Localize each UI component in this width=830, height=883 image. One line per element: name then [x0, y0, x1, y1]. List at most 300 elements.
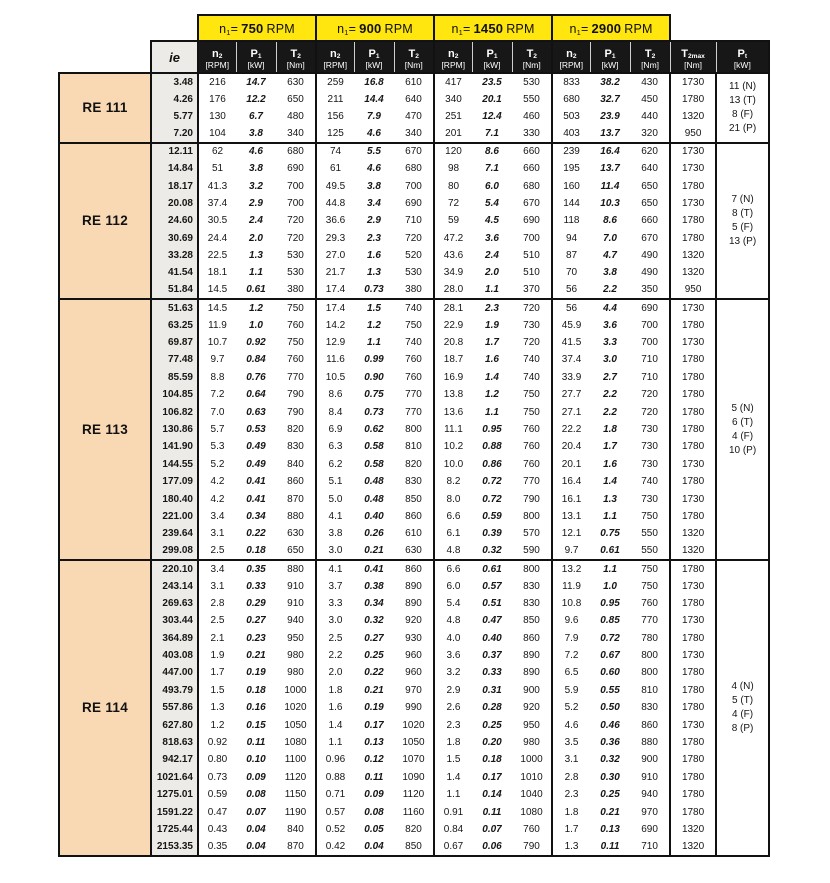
value-cell: 16.4 — [552, 473, 590, 490]
table-row — [59, 560, 769, 577]
table-row — [59, 716, 769, 733]
value-cell: 700 — [512, 230, 552, 247]
value-cell: 2.0 — [316, 664, 354, 681]
value-cell: 790 — [512, 490, 552, 507]
pt-line: 8 (T) — [732, 207, 754, 219]
value-cell: 1120 — [276, 769, 316, 786]
value-cell: 680 — [276, 143, 316, 160]
column-header-t2 — [630, 41, 670, 73]
value-cell: 0.18 — [472, 751, 512, 768]
value-cell: 0.13 — [354, 734, 394, 751]
symbol-subscript: 2 — [415, 53, 419, 61]
ie-cell: 141.90 — [151, 438, 198, 455]
value-cell: 1.2 — [198, 716, 236, 733]
value-cell: 27.0 — [316, 247, 354, 264]
rpm-group-header-1450 — [434, 15, 552, 41]
value-cell: 0.58 — [354, 438, 394, 455]
value-cell: 33.9 — [552, 369, 590, 386]
value-cell: 44.8 — [316, 195, 354, 212]
value-cell: 900 — [630, 751, 670, 768]
value-cell: 0.59 — [472, 508, 512, 525]
value-cell: 0.21 — [236, 647, 276, 664]
value-cell: 3.1 — [198, 525, 236, 542]
value-cell: 0.72 — [472, 490, 512, 507]
column-symbol — [277, 48, 316, 60]
value-cell: 94 — [552, 230, 590, 247]
value-cell: 860 — [630, 716, 670, 733]
value-cell: 0.60 — [590, 664, 630, 681]
value-cell: 16.9 — [434, 369, 472, 386]
ie-cell: 557.86 — [151, 699, 198, 716]
value-cell: 870 — [276, 490, 316, 507]
value-cell: 700 — [276, 177, 316, 194]
value-cell: 0.22 — [236, 525, 276, 542]
value-cell: 1.7 — [198, 664, 236, 681]
value-cell: 216 — [198, 73, 236, 90]
symbol-subscript: 2 — [454, 53, 459, 61]
pt-line: 5 (N) — [731, 402, 754, 414]
symbol-subscript: 2 — [651, 53, 656, 61]
value-cell: 9.7 — [198, 351, 236, 368]
value-cell: 0.29 — [236, 595, 276, 612]
value-cell: 20.1 — [472, 90, 512, 107]
value-cell: 0.57 — [472, 577, 512, 594]
value-cell: 0.33 — [236, 577, 276, 594]
symbol-subscript: 2 — [336, 53, 341, 61]
value-cell: 0.22 — [354, 664, 394, 681]
value-cell: 790 — [276, 386, 316, 403]
value-cell: 14.2 — [316, 316, 354, 333]
value-cell: 14.7 — [236, 73, 276, 90]
value-cell: 3.0 — [316, 612, 354, 629]
value-cell: 800 — [394, 421, 434, 438]
column-symbol — [435, 48, 472, 60]
column-symbol — [237, 48, 276, 60]
value-cell: 0.63 — [236, 403, 276, 420]
value-cell: 780 — [630, 630, 670, 647]
symbol-base: T — [290, 47, 298, 60]
value-cell: 750 — [630, 560, 670, 577]
symbol-base: T — [408, 47, 416, 60]
series-label: RE 111 — [59, 73, 151, 143]
value-cell: 0.04 — [236, 821, 276, 838]
value-cell: 7.0 — [590, 230, 630, 247]
value-cell: 820 — [394, 456, 434, 473]
ie-cell: 14.84 — [151, 160, 198, 177]
value-cell: 1.1 — [316, 734, 354, 751]
value-cell: 830 — [512, 595, 552, 612]
value-cell: 2.3 — [354, 230, 394, 247]
value-cell: 0.15 — [236, 716, 276, 733]
value-cell: 1.2 — [354, 316, 394, 333]
value-cell: 750 — [394, 316, 434, 333]
value-cell: 1.3 — [198, 699, 236, 716]
value-cell: 6.6 — [434, 508, 472, 525]
value-cell: 0.71 — [316, 786, 354, 803]
value-cell: 550 — [630, 525, 670, 542]
value-cell: 2.8 — [198, 595, 236, 612]
value-cell: 41.3 — [198, 177, 236, 194]
value-cell: 840 — [276, 821, 316, 838]
t2max-cell: 1780 — [670, 682, 716, 699]
value-cell: 860 — [394, 560, 434, 577]
table-row — [59, 786, 769, 803]
ie-cell: 106.82 — [151, 403, 198, 420]
table-row — [59, 247, 769, 264]
value-cell: 8.2 — [434, 473, 472, 490]
value-cell: 840 — [276, 456, 316, 473]
t2max-cell: 1320 — [670, 838, 716, 855]
value-cell: 920 — [394, 612, 434, 629]
value-cell: 8.0 — [434, 490, 472, 507]
t2max-cell: 950 — [670, 125, 716, 142]
value-cell: 13.7 — [590, 160, 630, 177]
value-cell: 700 — [630, 334, 670, 351]
value-cell: 870 — [276, 838, 316, 855]
value-cell: 800 — [630, 647, 670, 664]
value-cell: 14.5 — [198, 299, 236, 316]
value-cell: 16.1 — [552, 490, 590, 507]
value-cell: 1100 — [276, 751, 316, 768]
value-cell: 830 — [394, 473, 434, 490]
value-cell: 0.30 — [590, 769, 630, 786]
pt-line: 4 (N) — [731, 680, 754, 692]
pt-line: 13 (T) — [729, 94, 756, 106]
column-header-p1 — [236, 41, 276, 73]
value-cell: 211 — [316, 90, 354, 107]
value-cell: 760 — [276, 351, 316, 368]
value-cell: 3.0 — [316, 543, 354, 560]
t2max-cell: 1730 — [670, 160, 716, 177]
value-cell: 3.3 — [316, 595, 354, 612]
value-cell: 0.84 — [434, 821, 472, 838]
t2max-cell: 1320 — [670, 543, 716, 560]
value-cell: 49.5 — [316, 177, 354, 194]
table-row — [59, 264, 769, 281]
value-cell: 5.7 — [198, 421, 236, 438]
value-cell: 10.7 — [198, 334, 236, 351]
column-unit: [kW] — [601, 59, 619, 70]
rpm-value: 1450 — [473, 20, 504, 36]
value-cell: 8.8 — [198, 369, 236, 386]
value-cell: 0.18 — [236, 543, 276, 560]
column-header-row — [59, 41, 769, 73]
value-cell: 670 — [512, 195, 552, 212]
t2max-cell: 1730 — [670, 195, 716, 212]
value-cell: 0.88 — [316, 769, 354, 786]
value-cell: 2.2 — [590, 386, 630, 403]
value-cell: 14.4 — [354, 90, 394, 107]
value-cell: 640 — [394, 90, 434, 107]
value-cell: 0.64 — [236, 386, 276, 403]
t2max-cell: 1780 — [670, 90, 716, 107]
value-cell: 1.8 — [434, 734, 472, 751]
column-symbol — [395, 48, 434, 60]
value-cell: 700 — [276, 195, 316, 212]
ie-cell: 130.86 — [151, 421, 198, 438]
value-cell: 690 — [394, 195, 434, 212]
value-cell: 850 — [512, 612, 552, 629]
value-cell: 0.16 — [236, 699, 276, 716]
value-cell: 1.1 — [472, 403, 512, 420]
value-cell: 0.61 — [236, 282, 276, 299]
value-cell: 6.3 — [316, 438, 354, 455]
value-cell: 56 — [552, 299, 590, 316]
value-cell: 0.58 — [354, 456, 394, 473]
value-cell: 2.3 — [552, 786, 590, 803]
value-cell: 10.2 — [434, 438, 472, 455]
value-cell: 5.4 — [434, 595, 472, 612]
value-cell: 0.42 — [316, 838, 354, 855]
table-row — [59, 664, 769, 681]
pt-line: 7 (N) — [731, 193, 754, 205]
value-cell: 0.47 — [472, 612, 512, 629]
column-unit: [Nm] — [404, 59, 423, 70]
value-cell: 0.48 — [354, 490, 394, 507]
t2max-cell: 1320 — [670, 247, 716, 264]
value-cell: 910 — [630, 769, 670, 786]
value-cell: 1.2 — [472, 386, 512, 403]
value-cell: 176 — [198, 90, 236, 107]
value-cell: 6.0 — [472, 177, 512, 194]
t2max-cell: 1780 — [670, 438, 716, 455]
table-row — [59, 403, 769, 420]
pt-line: 6 (T) — [732, 416, 754, 428]
value-cell: 1160 — [394, 803, 434, 820]
series-label: RE 114 — [59, 560, 151, 856]
symbol-subscript: 1 — [493, 53, 498, 61]
rpm-value: 750 — [241, 20, 264, 36]
value-cell: 12.1 — [552, 525, 590, 542]
column-symbol — [473, 48, 512, 60]
value-cell: 340 — [434, 90, 472, 107]
value-cell: 21.7 — [316, 264, 354, 281]
symbol-base: T — [526, 47, 534, 60]
value-cell: 7.2 — [552, 647, 590, 664]
table-row — [59, 230, 769, 247]
value-cell: 1.9 — [198, 647, 236, 664]
value-cell: 880 — [276, 560, 316, 577]
value-cell: 760 — [512, 456, 552, 473]
value-cell: 470 — [394, 108, 434, 125]
value-cell: 810 — [630, 682, 670, 699]
value-cell: 11.4 — [590, 177, 630, 194]
column-unit: [kW] — [247, 59, 265, 70]
value-cell: 2.9 — [236, 195, 276, 212]
value-cell: 740 — [512, 369, 552, 386]
value-cell: 4.7 — [590, 247, 630, 264]
symbol-base: n — [448, 47, 455, 60]
value-cell: 850 — [394, 838, 434, 855]
value-cell: 195 — [552, 160, 590, 177]
value-cell: 10.5 — [316, 369, 354, 386]
t2max-cell: 1730 — [670, 456, 716, 473]
value-cell: 660 — [512, 143, 552, 160]
value-cell: 6.5 — [552, 664, 590, 681]
table-row — [59, 734, 769, 751]
ie-cell: 7.20 — [151, 125, 198, 142]
value-cell: 0.67 — [590, 647, 630, 664]
value-cell: 0.41 — [354, 560, 394, 577]
value-cell: 0.90 — [354, 369, 394, 386]
table-row — [59, 821, 769, 838]
value-cell: 6.2 — [316, 456, 354, 473]
value-cell: 23.9 — [590, 108, 630, 125]
value-cell: 630 — [276, 73, 316, 90]
value-cell: 830 — [512, 577, 552, 594]
value-cell: 750 — [630, 508, 670, 525]
value-cell: 2.9 — [354, 212, 394, 229]
value-cell: 800 — [512, 560, 552, 577]
value-cell: 20.8 — [434, 334, 472, 351]
value-cell: 1.6 — [354, 247, 394, 264]
value-cell: 0.17 — [354, 716, 394, 733]
value-cell: 880 — [276, 508, 316, 525]
rpm-unit: RPM — [624, 21, 653, 36]
value-cell: 5.0 — [316, 490, 354, 507]
value-cell: 1080 — [276, 734, 316, 751]
t2max-cell: 1780 — [670, 386, 716, 403]
value-cell: 13.6 — [434, 403, 472, 420]
value-cell: 0.21 — [590, 803, 630, 820]
value-cell: 1010 — [512, 769, 552, 786]
value-cell: 0.72 — [590, 630, 630, 647]
value-cell: 690 — [512, 212, 552, 229]
ie-cell: 3.48 — [151, 73, 198, 90]
value-cell: 3.5 — [552, 734, 590, 751]
value-cell: 2.2 — [590, 403, 630, 420]
value-cell: 0.04 — [236, 838, 276, 855]
value-cell: 0.49 — [236, 438, 276, 455]
value-cell: 1.7 — [552, 821, 590, 838]
table-row — [59, 473, 769, 490]
value-cell: 0.18 — [236, 682, 276, 699]
value-cell: 680 — [512, 177, 552, 194]
value-cell: 800 — [512, 508, 552, 525]
value-cell: 144 — [552, 195, 590, 212]
value-cell: 0.47 — [198, 803, 236, 820]
value-cell: 910 — [276, 577, 316, 594]
value-cell: 510 — [512, 264, 552, 281]
t2max-cell: 1730 — [670, 143, 716, 160]
value-cell: 0.04 — [354, 838, 394, 855]
value-cell: 1.5 — [198, 682, 236, 699]
value-cell: 760 — [394, 351, 434, 368]
n1-symbol: n — [569, 21, 577, 36]
value-cell: 760 — [630, 595, 670, 612]
t2max-cell: 950 — [670, 282, 716, 299]
value-cell: 0.88 — [472, 438, 512, 455]
value-cell: 0.13 — [590, 821, 630, 838]
t2max-cell: 1320 — [670, 108, 716, 125]
value-cell: 3.4 — [198, 560, 236, 577]
value-cell: 41.5 — [552, 334, 590, 351]
t2max-cell: 1780 — [670, 473, 716, 490]
value-cell: 98 — [434, 160, 472, 177]
table-row — [59, 369, 769, 386]
value-cell: 36.6 — [316, 212, 354, 229]
value-cell: 0.10 — [236, 751, 276, 768]
value-cell: 1.1 — [354, 334, 394, 351]
value-cell: 7.1 — [472, 125, 512, 142]
value-cell: 440 — [630, 108, 670, 125]
value-cell: 160 — [552, 177, 590, 194]
value-cell: 37.4 — [552, 351, 590, 368]
rpm-group-header-750 — [198, 15, 316, 41]
column-header-p1 — [590, 41, 630, 73]
performance-table — [58, 14, 770, 857]
value-cell: 0.75 — [590, 525, 630, 542]
value-cell: 13.1 — [552, 508, 590, 525]
value-cell: 3.2 — [434, 664, 472, 681]
value-cell: 480 — [276, 108, 316, 125]
value-cell: 28.0 — [434, 282, 472, 299]
value-cell: 0.40 — [354, 508, 394, 525]
value-cell: 2.3 — [472, 299, 512, 316]
pt-cell — [716, 73, 769, 143]
column-symbol — [591, 48, 630, 60]
value-cell: 3.1 — [198, 577, 236, 594]
value-cell: 6.6 — [434, 560, 472, 577]
value-cell: 10.3 — [590, 195, 630, 212]
value-cell: 4.4 — [590, 299, 630, 316]
value-cell: 0.43 — [198, 821, 236, 838]
ie-cell: 1725.44 — [151, 821, 198, 838]
t2max-cell: 1780 — [670, 351, 716, 368]
value-cell: 0.32 — [354, 612, 394, 629]
value-cell: 6.7 — [236, 108, 276, 125]
value-cell: 820 — [276, 421, 316, 438]
value-cell: 27.7 — [552, 386, 590, 403]
value-cell: 890 — [512, 647, 552, 664]
value-cell: 650 — [276, 543, 316, 560]
value-cell: 417 — [434, 73, 472, 90]
value-cell: 990 — [394, 699, 434, 716]
value-cell: 330 — [512, 125, 552, 142]
t2max-cell: 1320 — [670, 525, 716, 542]
symbol-subscript: 1 — [375, 53, 380, 61]
value-cell: 770 — [394, 386, 434, 403]
rpm-unit: RPM — [506, 21, 535, 36]
value-cell: 0.75 — [354, 386, 394, 403]
value-cell: 710 — [630, 369, 670, 386]
ie-cell: 51.63 — [151, 299, 198, 316]
ie-cell: 41.54 — [151, 264, 198, 281]
value-cell: 1.3 — [236, 247, 276, 264]
column-header-p1 — [354, 41, 394, 73]
value-cell: 0.25 — [472, 716, 512, 733]
value-cell: 3.3 — [590, 334, 630, 351]
value-cell: 11.9 — [552, 577, 590, 594]
ie-cell: 220.10 — [151, 560, 198, 577]
value-cell: 2.1 — [198, 630, 236, 647]
value-cell: 820 — [394, 821, 434, 838]
t2max-cell: 1780 — [670, 212, 716, 229]
value-cell: 0.35 — [236, 560, 276, 577]
n1-symbol: n — [451, 21, 459, 36]
value-cell: 0.11 — [590, 838, 630, 855]
pt-cell — [716, 143, 769, 300]
value-cell: 1050 — [394, 734, 434, 751]
value-cell: 0.11 — [236, 734, 276, 751]
value-cell: 7.1 — [472, 160, 512, 177]
value-cell: 0.76 — [236, 369, 276, 386]
value-cell: 760 — [512, 438, 552, 455]
column-symbol — [355, 48, 394, 60]
t2max-cell: 1780 — [670, 769, 716, 786]
value-cell: 720 — [276, 212, 316, 229]
ie-cell: 69.87 — [151, 334, 198, 351]
